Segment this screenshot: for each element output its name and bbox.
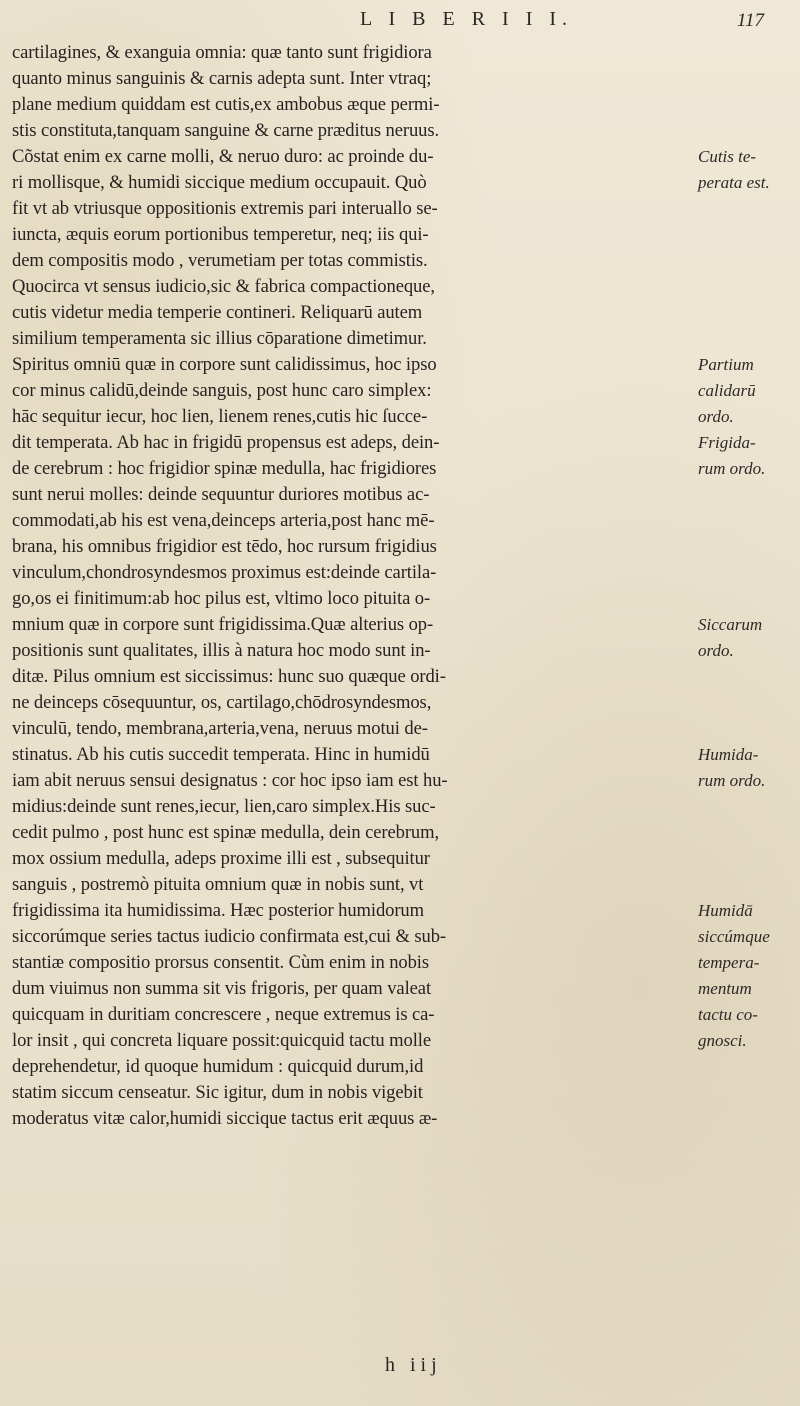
page-number: 117 (736, 10, 764, 31)
text-line: stantiæ compositio prorsus consentit. Cùm enim in nobis (12, 952, 429, 973)
text-line: ne deinceps cōsequuntur, os, cartilago,chōdrosyndesmos, (12, 692, 432, 713)
text-line: brana, his omnibus frigidior est tēdo, hoc rursum frigidius (12, 536, 437, 557)
text-line: statim siccum censeatur. Sic igitur, dum in nobis vigebit (12, 1082, 423, 1103)
text-line: positionis sunt qualitates, illis à natura hoc modo sunt in- (12, 640, 431, 661)
text-line: dem compositis modo , verumetiam per totas commistis. (12, 250, 428, 271)
text-line: vinculum,chondrosyndesmos proximus est:deinde cartila- (12, 562, 437, 583)
margin-note: siccúmque (698, 927, 770, 946)
text-line: midius:deinde sunt renes,iecur, lien,caro simplex.His suc- (12, 796, 436, 817)
margin-note: ordo. (698, 641, 734, 660)
text-line: stinatus. Ab his cutis succedit temperata. Hinc in humidū (12, 744, 430, 765)
margin-note: mentum (698, 979, 752, 998)
margin-note: Humida- (698, 745, 759, 764)
text-line: Cõstat enim ex carne molli, & neruo duro: ac proinde du- (12, 146, 434, 167)
margin-note: gnosci. (698, 1031, 747, 1050)
text-line: sunt nerui molles: deinde sequuntur duriores motibus ac- (12, 484, 430, 505)
text-line: frigidissima ita humidissima. Hæc posterior humidorum (12, 900, 424, 921)
text-line: quicquam in duritiam concrescere , neque extremus is ca- (12, 1004, 435, 1025)
text-line: stis constituta,tanquam sanguine & carne præditus neruus. (12, 120, 440, 141)
text-line: deprehendetur, id quoque humidum : quicquid durum,id (12, 1056, 424, 1077)
margin-note: Humidā (698, 901, 753, 920)
margin-note: tempera- (698, 953, 760, 972)
main-text-block (12, 40, 702, 1132)
text-line: iam abit neruus sensui designatus : cor hoc ipso iam est hu- (12, 770, 448, 791)
text-line: go,os ei finitimum:ab hoc pilus est, vltimo loco pituita o- (12, 588, 431, 609)
text-line: similium temperamenta sic illius cōparatione dimetimur. (12, 328, 427, 349)
text-line: sanguis , postremò pituita omnium quæ in nobis sunt, vt (12, 874, 424, 895)
margin-note: Frigida- (698, 433, 756, 452)
text-line: hāc sequitur iecur, hoc lien, lienem renes,cutis hic ſucce- (12, 406, 428, 427)
text-line: mox ossium medulla, adeps proxime illi est , subsequitur (12, 848, 430, 869)
signature-mark: h iij (385, 1354, 442, 1376)
text-line: ri mollisque, & humidi siccique medium occupauit. Quò (12, 172, 427, 193)
text-line: iuncta, æquis eorum portionibus temperetur, neq; iis qui- (12, 224, 429, 245)
text-line: de cerebrum : hoc frigidior spinæ medulla, hac frigidiores (12, 458, 437, 479)
margin-note: rum ordo. (698, 459, 766, 478)
text-line: dum viuimus non summa sit vis frigoris, per quam valeat (12, 978, 432, 999)
text-line: cartilagines, & exanguia omnia: quæ tanto sunt frigidiora (12, 42, 432, 63)
text-line: mnium quæ in corpore sunt frigidissima.Quæ alterius op- (12, 614, 434, 635)
margin-note: Siccarum (698, 615, 763, 634)
text-line: Spiritus omniū quæ in corpore sunt calidissimus, hoc ipso (12, 354, 437, 375)
page-header (0, 4, 800, 34)
text-line: quanto minus sanguinis & carnis adepta sunt. Inter vtraq; (12, 68, 432, 89)
text-line: cor minus calidū,deinde sanguis, post hunc caro simplex: (12, 380, 432, 401)
text-line: commodati,ab his est vena,deinceps arteria,post hanc mē- (12, 510, 435, 531)
margin-note: rum ordo. (698, 771, 766, 790)
text-line: cutis videtur media temperie contineri. Reliquarū autem (12, 302, 423, 323)
margin-note: perata est. (698, 173, 770, 192)
margin-note: Partium (698, 355, 754, 374)
margin-note: ordo. (698, 407, 734, 426)
text-line: fit vt ab vtriusque oppositionis extremis pari interuallo se- (12, 198, 438, 219)
text-line: vinculū, tendo, membrana,arteria,vena, neruus motui de- (12, 718, 428, 739)
text-line: lor insit , qui concreta liquare possit:quicquid tactu molle (12, 1030, 431, 1051)
text-line: plane medium quiddam est cutis,ex ambobus æque permi- (12, 94, 440, 115)
text-line: siccorúmque series tactus iudicio confirmata est,cui & sub- (12, 926, 447, 947)
text-line: moderatus vitæ calor,humidi siccique tactus erit æquus æ- (12, 1108, 438, 1129)
margin-note: Cutis te- (698, 147, 757, 166)
margin-note: tactu co- (698, 1005, 758, 1024)
running-head: L I B E R I I I. (360, 8, 574, 30)
text-line: cedit pulmo , post hunc est spinæ medulla, dein cerebrum, (12, 822, 440, 843)
text-line: dit temperata. Ab hac in frigidū propensus est adeps, dein- (12, 432, 440, 453)
margin-note: calidarū (698, 381, 756, 400)
text-line: Quocirca vt sensus iudicio,sic & fabrica compactioneque, (12, 276, 435, 297)
text-line: ditæ. Pilus omnium est siccissimus: hunc suo quæque ordi- (12, 666, 446, 687)
